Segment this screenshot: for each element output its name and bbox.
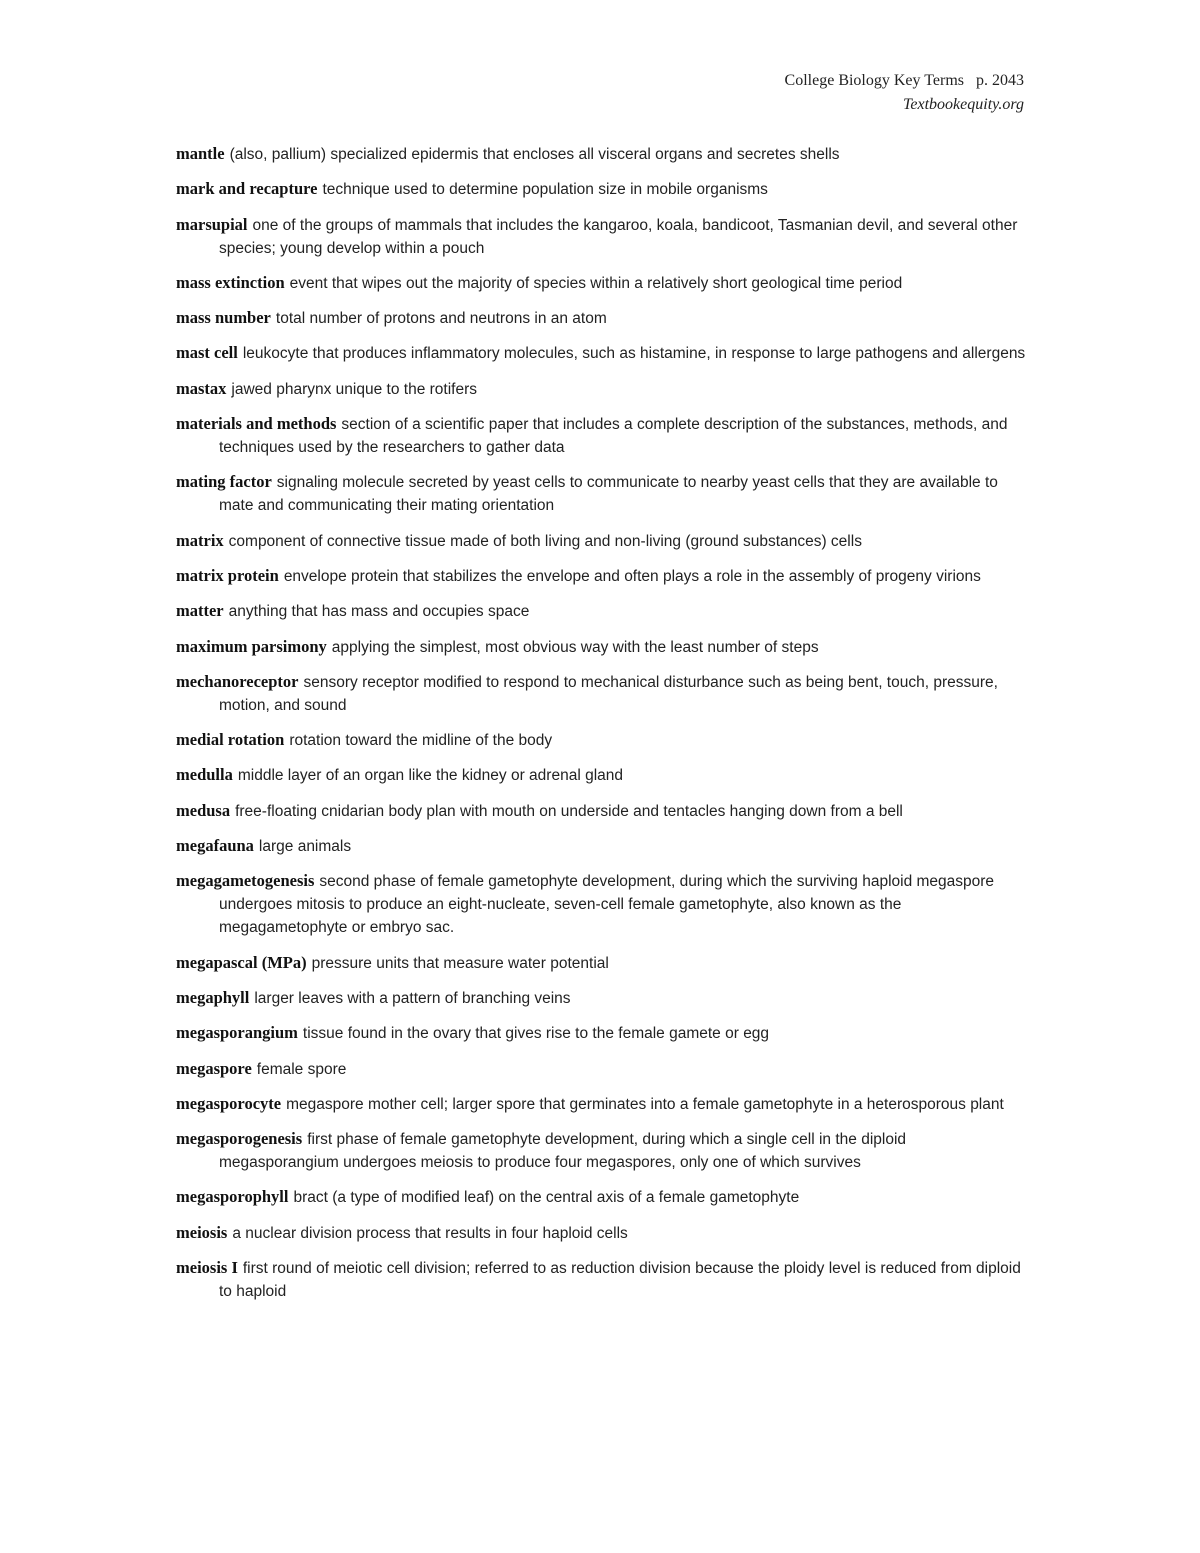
glossary-term: megafauna <box>176 836 254 856</box>
glossary-term: mass extinction <box>176 272 285 292</box>
glossary-term: marsupial <box>176 214 248 234</box>
glossary-definition: free-floating cnidarian body plan with mouth on underside and tentacles hanging down from a bell <box>235 802 903 820</box>
glossary-entry <box>176 951 1026 975</box>
glossary-definition: rotation toward the midline of the body <box>289 732 553 750</box>
glossary-definition: female spore <box>256 1060 347 1078</box>
glossary-definition: signaling molecule secreted by yeast cells to communicate to nearby yeast cells that they are available to mate and communicating their mating orientation <box>219 474 998 515</box>
glossary-definition: sensory receptor modified to respond to mechanical disturbance such as being bent, touch, pressure, motion, and sound <box>219 673 998 714</box>
glossary-entry <box>176 670 1026 717</box>
glossary-definition: component of connective tissue made of both living and non-living (ground substances) cells <box>228 532 862 550</box>
glossary-definition: a nuclear division process that results in four haploid cells <box>232 1224 628 1242</box>
glossary-entry <box>176 1127 1026 1174</box>
glossary-term: medial rotation <box>176 730 285 750</box>
glossary-list <box>176 142 1026 1314</box>
glossary-term: megaphyll <box>176 987 250 1007</box>
glossary-term: matrix <box>176 530 224 550</box>
glossary-term: matrix protein <box>176 565 279 585</box>
glossary-entry <box>176 1021 1026 1045</box>
glossary-term: mass number <box>176 308 271 328</box>
glossary-term: mantle <box>176 144 225 163</box>
glossary-definition: larger leaves with a pattern of branching veins <box>254 989 571 1007</box>
glossary-term: mating factor <box>176 472 272 492</box>
glossary-term: megagametogenesis <box>176 871 315 891</box>
glossary-definition: (also, pallium) specialized epidermis that encloses all visceral organs and secretes shells <box>229 146 840 163</box>
glossary-definition: second phase of female gametophyte development, during which the surviving haploid megaspore undergoes mitosis to produce an eight-nucleate, seven-cell female gametophyte, also known as the megagametophyte or embryo sac. <box>219 873 995 937</box>
glossary-definition: pressure units that measure water potential <box>311 954 609 972</box>
book-title: College Biology Key Terms <box>784 72 964 89</box>
glossary-entry <box>176 213 1026 260</box>
glossary-definition: event that wipes out the majority of species within a relatively short geological time period <box>289 274 903 292</box>
glossary-term: medulla <box>176 765 233 785</box>
header-title-line <box>785 69 1024 93</box>
glossary-term: megasporogenesis <box>176 1129 303 1149</box>
glossary-term: maximum parsimony <box>176 636 327 656</box>
glossary-definition: anything that has mass and occupies space <box>228 603 530 621</box>
glossary-definition: large animals <box>258 838 352 856</box>
glossary-entry <box>176 763 1026 787</box>
glossary-term: megasporophyll <box>176 1187 289 1207</box>
glossary-term: medusa <box>176 800 231 820</box>
glossary-term: mast cell <box>176 343 238 363</box>
glossary-term: materials and methods <box>176 414 337 434</box>
glossary-entry <box>176 341 1026 365</box>
glossary-term: megaspore <box>176 1058 252 1078</box>
glossary-definition: tissue found in the ovary that gives rise to the female gamete or egg <box>302 1025 770 1043</box>
glossary-entry <box>176 1185 1026 1209</box>
glossary-definition: section of a scientific paper that includes a complete description of the substances, methods, and techniques used by the researchers to gather data <box>219 416 1008 457</box>
page-number: p. 2043 <box>976 72 1024 89</box>
glossary-entry <box>176 271 1026 295</box>
glossary-definition: applying the simplest, most obvious way with the least number of steps <box>331 638 819 656</box>
glossary-term: megasporangium <box>176 1023 298 1043</box>
glossary-term: megapascal (MPa) <box>176 952 307 972</box>
glossary-entry <box>176 529 1026 553</box>
glossary-entry <box>176 599 1026 623</box>
glossary-definition: bract (a type of modified leaf) on the central axis of a female gametophyte <box>293 1189 800 1207</box>
glossary-entry <box>176 799 1026 823</box>
glossary-entry <box>176 635 1026 659</box>
glossary-definition: megaspore mother cell; larger spore that germinates into a female gametophyte in a heterosporous plant <box>286 1095 1004 1113</box>
glossary-entry <box>176 412 1026 459</box>
glossary-definition: one of the groups of mammals that includes the kangaroo, koala, bandicoot, Tasmanian devil, and several other species; young develop within a pouch <box>219 216 1018 257</box>
glossary-entry <box>176 142 1026 166</box>
glossary-entry <box>176 177 1026 201</box>
glossary-entry <box>176 1221 1026 1245</box>
glossary-entry <box>176 306 1026 330</box>
glossary-entry <box>176 564 1026 588</box>
glossary-entry <box>176 377 1026 401</box>
glossary-term: meiosis <box>176 1222 228 1242</box>
glossary-definition: envelope protein that stabilizes the envelope and often plays a role in the assembly of progeny virions <box>283 567 981 585</box>
glossary-entry <box>176 728 1026 752</box>
glossary-term: megasporocyte <box>176 1093 282 1113</box>
glossary-term: meiosis I <box>176 1258 238 1278</box>
glossary-definition: middle layer of an organ like the kidney or adrenal gland <box>237 767 623 785</box>
glossary-entry <box>176 834 1026 858</box>
glossary-entry <box>176 470 1026 517</box>
glossary-definition: first round of meiotic cell division; referred to as reduction division because the ploidy level is reduced from diploid to haploid <box>219 1260 1021 1301</box>
glossary-term: mastax <box>176 378 227 398</box>
glossary-definition: leukocyte that produces inflammatory molecules, such as histamine, in response to large pathogens and allergens <box>242 345 1026 363</box>
glossary-term: mark and recapture <box>176 179 318 199</box>
glossary-term: mechanoreceptor <box>176 671 299 691</box>
glossary-entry <box>176 1092 1026 1116</box>
glossary-term: matter <box>176 601 224 621</box>
glossary-definition: first phase of female gametophyte development, during which a single cell in the diploid megasporangium undergoes meiosis to produce four megaspores, only one of which survives <box>219 1131 907 1172</box>
glossary-definition: total number of protons and neutrons in an atom <box>275 310 607 328</box>
glossary-entry <box>176 1256 1026 1303</box>
page-header <box>785 69 1024 117</box>
glossary-entry <box>176 1057 1026 1081</box>
glossary-entry <box>176 986 1026 1010</box>
glossary-definition: technique used to determine population size in mobile organisms <box>322 181 768 199</box>
glossary-entry <box>176 869 1026 939</box>
glossary-definition: jawed pharynx unique to the rotifers <box>231 380 477 398</box>
source-site: Textbookequity.org <box>902 96 1024 113</box>
